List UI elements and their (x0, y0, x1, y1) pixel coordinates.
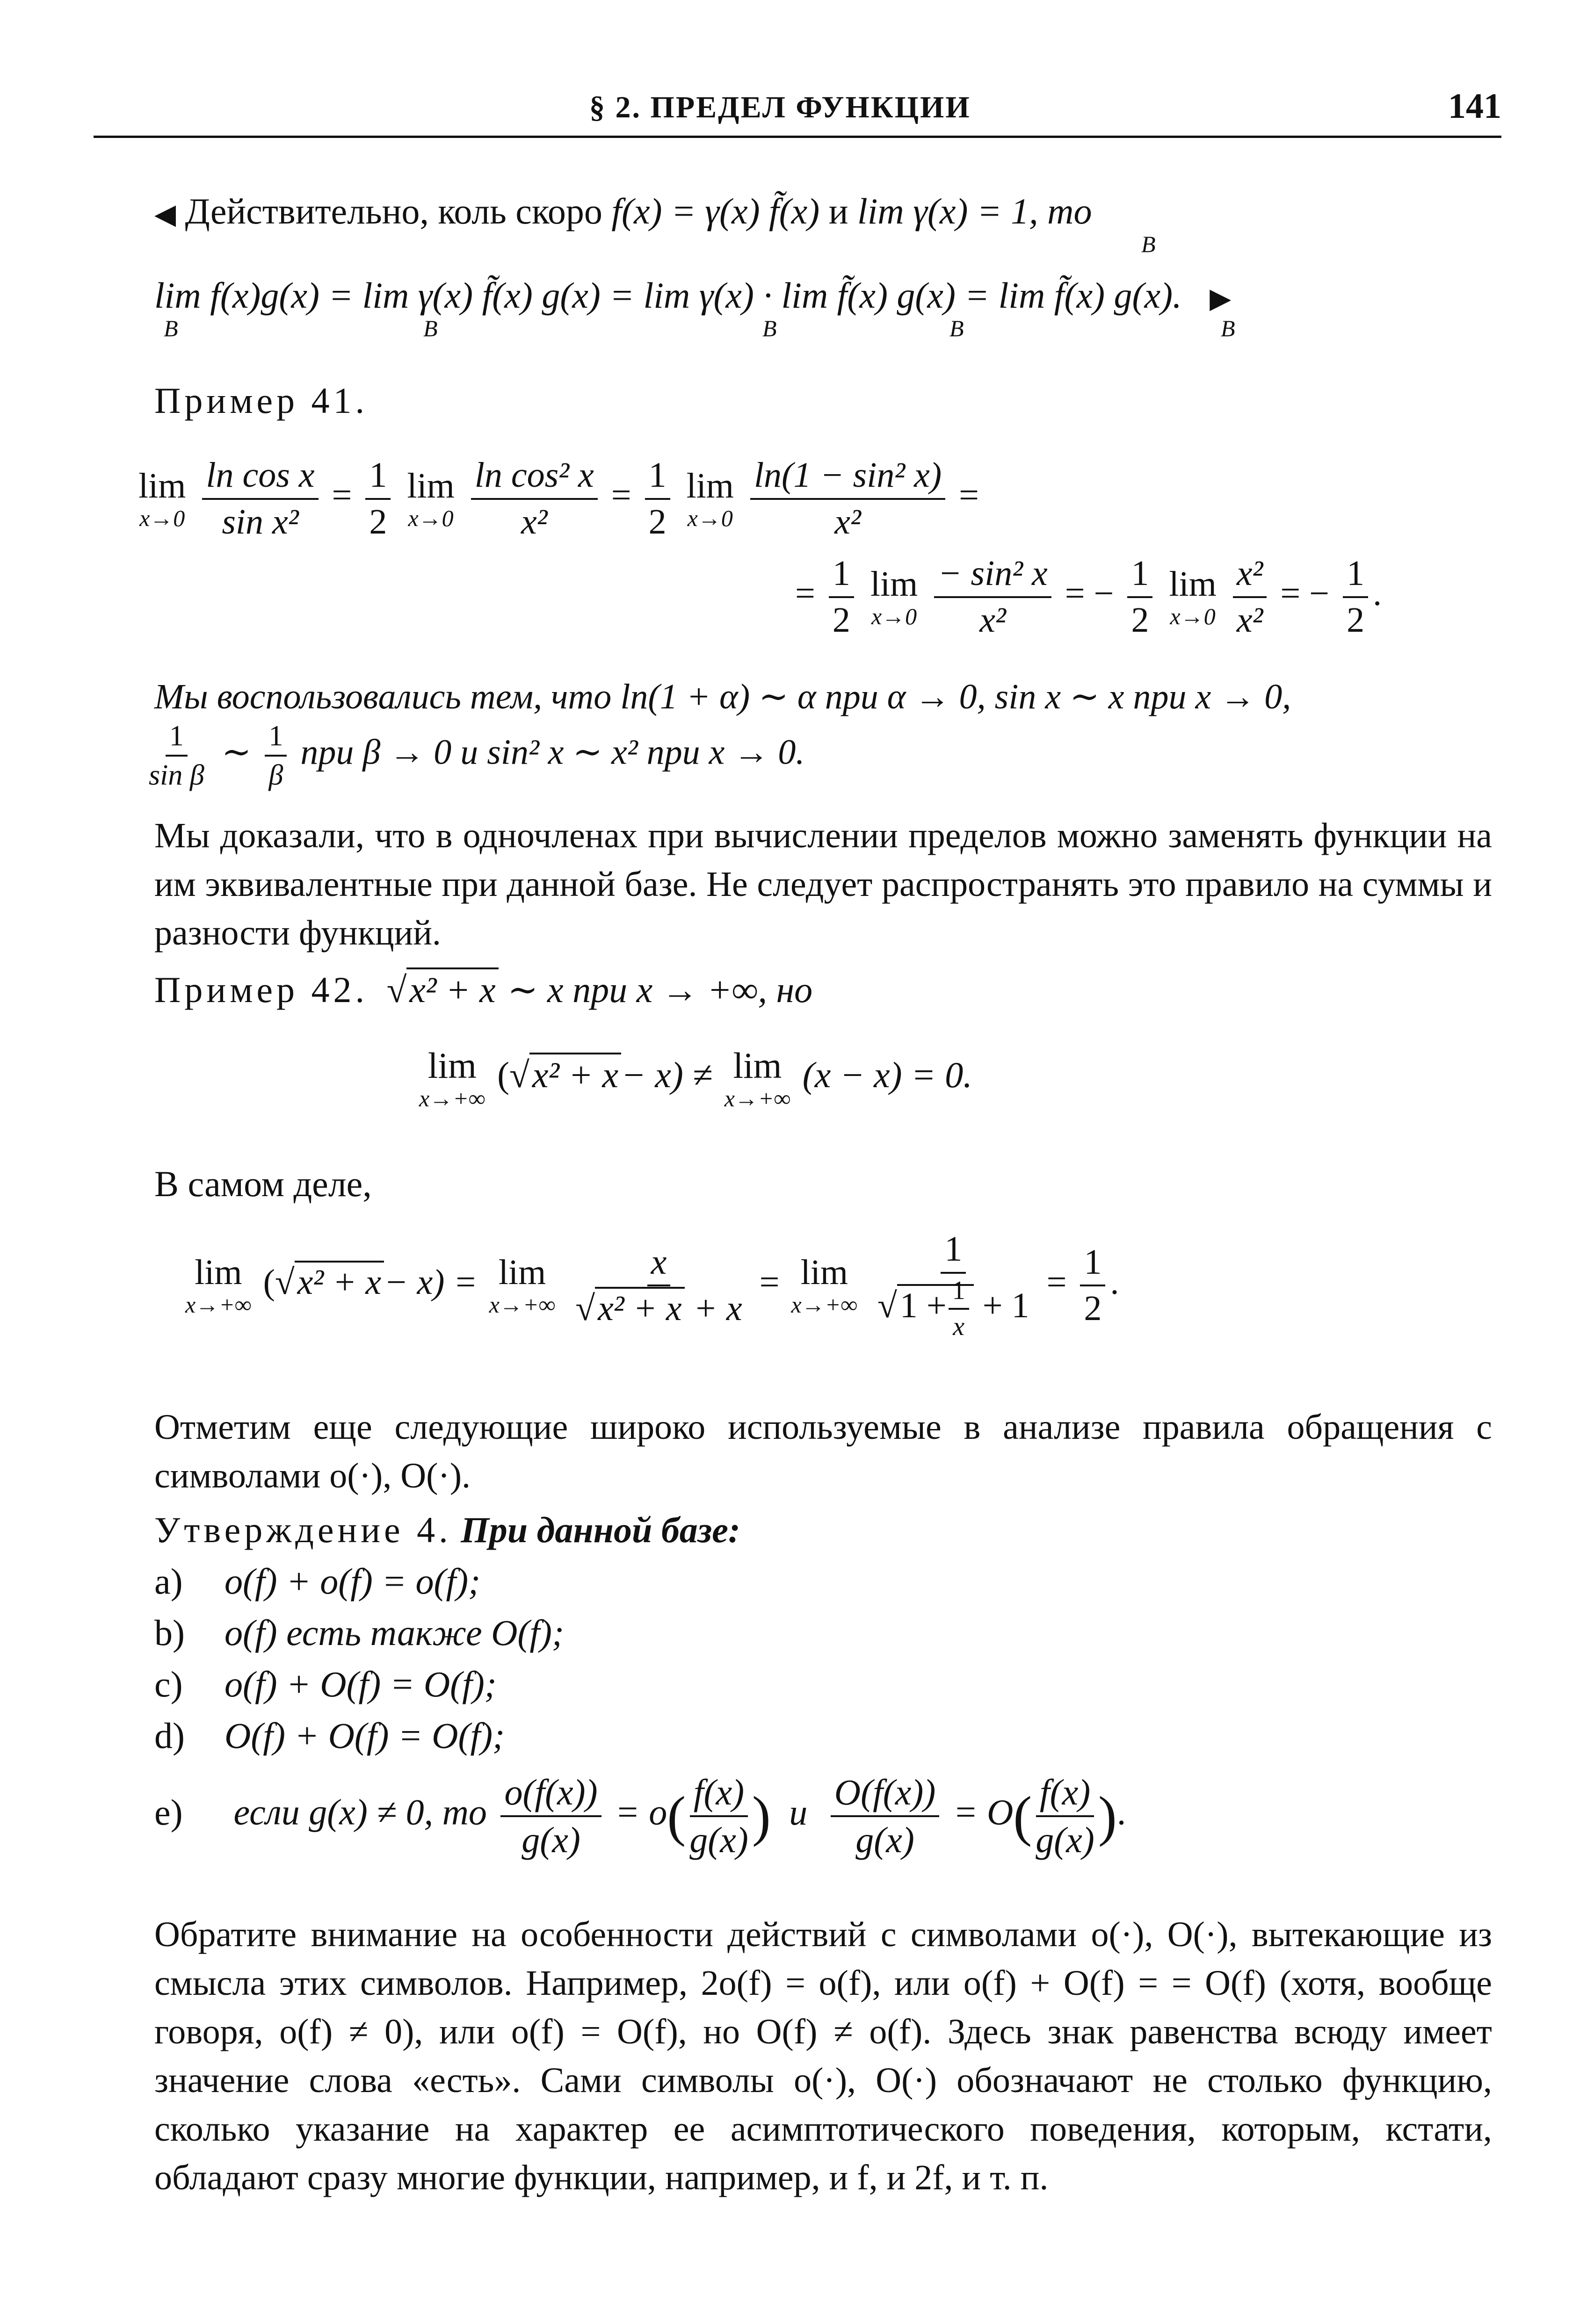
frac-1-over-sqrt: 1 √1 + $\frac{1}{x}$ + 1 (877, 1229, 1029, 1342)
example-41-label: Пример 41. (154, 380, 369, 421)
running-header (94, 84, 1501, 138)
sqrt-body-2: x² + x (529, 1053, 621, 1095)
statement-4-heading (154, 1508, 740, 1552)
proof-line-1 (154, 189, 1092, 233)
statement-4-label: Утверждение 4. (154, 1509, 452, 1550)
frac-half-3: $\frac{1}{2}$ (829, 554, 854, 640)
frac-x-over-sqrt: $\frac{x}{\text{√x² + x + x}}$ (575, 1242, 742, 1328)
frac-ln-one-minus: $\frac{\text{ln(1 − sin² x)}}{\text{x²}}$ (750, 456, 945, 541)
frac-x2-x2: $\frac{\text{x²}}{\text{x²}}$ (1233, 554, 1267, 640)
lim-5: lim x→0 (1169, 564, 1217, 629)
proof-open-marker: ◀ (154, 199, 176, 230)
example-41-line-1: lim x→0 $\frac{\text{ln cos x}}{\text{sin x²}}$ = $\frac{1}{2}$ lim x→0 $\frac{\text{ln cos² x}}{\text{x²}}$ = $\frac{1}{2}$ lim x→0 $\frac{\text{ln(1 − sin² x)}}{\text{x²}}$ = (138, 455, 979, 541)
lim-42-b: lim x→+∞ (724, 1045, 791, 1111)
sqrt-body-3: x² + x (295, 1261, 384, 1302)
statement-item-e: e) если g(x) ≠ 0, то $\frac{o(f(x))}{g(x)}$ = o( $\frac{f(x)}{g(x)}$ ) и $\frac{O(f(x))}{g(x)}$ = O( $\frac{f(x)}{g(x)}$ ). (154, 1772, 1126, 1860)
sqrt-body-1: x² + x (406, 967, 498, 1010)
base-3: B (762, 315, 777, 341)
base-5: B (1221, 315, 1235, 341)
proof-and: и (828, 191, 848, 231)
frac-half-2: $\frac{1}{2}$ (645, 456, 670, 541)
e-and: и (789, 1791, 808, 1833)
statement-4-title: При данной базе: (461, 1509, 740, 1550)
frac-result: $\frac{1}{2}$ (1343, 554, 1368, 640)
base-2: B (423, 315, 438, 341)
lim-4: lim x→0 (870, 564, 918, 629)
lim-42-e: lim x→+∞ (791, 1253, 858, 1318)
frac-1-sin-beta: $\frac{1}{\text{sin β}}$ (149, 720, 204, 792)
proof-close-marker: ▶ (1210, 283, 1232, 314)
lim-42-a: lim x→+∞ (419, 1045, 485, 1111)
lim-2: lim x→0 (407, 466, 455, 531)
inequality-right: (x − x) = 0. (802, 1054, 972, 1095)
example-42-label: Пример 42. (154, 969, 369, 1010)
sqrt-sign-1: √ (386, 969, 407, 1010)
para2: Мы доказали, что в одночленах при вычислении пределов можно заменять функции на им эквивалентные при данной базе. Не следует распространять это правило на суммы и разности функций. (154, 816, 1492, 953)
example-42-inequality: lim x→+∞ (√x² + x− x) ≠ lim x→+∞ (x − x) = 0. (419, 1045, 972, 1111)
frac-one-half: $\frac{1}{2}$ (1080, 1243, 1105, 1328)
example-42-derivation: lim x→+∞ (√x² + x− x) = lim x→+∞ $\frac{x}{\text{√x² + x + x}}$ = lim x→+∞ 1 √1 + $\frac{1}{x}$ + 1 = $\frac{1}{2}$ . (185, 1229, 1119, 1342)
para4: Обратите внимание на особенности действий с символами o(·), O(·), вытекающие из смысла этих символов. Например, 2o(f) = o(f), или o(f) + O(f) = = O(f) (хотя, вообще говоря, o(f) ≠ 0), или o(f) = O(f), но O(f) ≠ o(f). Здесь знак равенства всюду имеет значение слова «есть». Сами символы o(·), O(·) обозначают не столько функцию, сколько указание на характер ее асимптотического поведения, которым, кстати, обладают сразу многие функции, например, и f, и 2f, и т. п. (154, 1915, 1492, 2197)
frac-f-over-g-1: $\frac{f(x)}{g(x)}$ (689, 1772, 748, 1860)
frac-half-1: $\frac{1}{2}$ (365, 456, 391, 541)
statement-item-a: a) o(f) + o(f) = o(f); (154, 1561, 481, 1602)
para1-line-2: $\frac{1}{\text{sin β}}$ ∼ $\frac{1}{\beta}$ при β → 0 и sin² x ∼ x² при x → 0. (140, 720, 804, 791)
para1-line-1: Мы воспользовались тем, что ln(1 + α) ∼ α при α → 0, sin x ∼ x при x → 0, (154, 677, 1291, 716)
frac-half-4: $\frac{1}{2}$ (1127, 554, 1152, 640)
lim-3: lim x→0 (686, 466, 734, 531)
frac-O-f-over-g: $\frac{O(f(x))}{g(x)}$ (831, 1772, 940, 1860)
frac-1-beta: $\frac{1}{\beta}$ (265, 720, 287, 791)
frac-f-over-g-2: $\frac{f(x)}{g(x)}$ (1036, 1772, 1094, 1860)
page-number: 141 (1448, 87, 1501, 126)
base-4: B (949, 315, 964, 341)
statement-item-d: d) O(f) + O(f) = O(f); (154, 1715, 505, 1756)
frac-minus-sin2: $\frac{\text{− sin² x}}{\text{x²}}$ (934, 554, 1051, 640)
lim-42-d: lim x→+∞ (489, 1253, 556, 1318)
proof-chain: lim f(x)g(x) = lim γ(x) f̃(x) g(x) = lim γ(x) · lim f̃(x) g(x) = lim f̃(x) g(x). (154, 275, 1182, 316)
para1-condition: при β → 0 и sin² x ∼ x² при x → 0. (300, 732, 805, 772)
lim-42-c: lim x→+∞ (185, 1253, 252, 1318)
example-42-statement (154, 968, 812, 1012)
lim-1: lim x→0 (138, 466, 186, 531)
base-1: B (164, 315, 178, 341)
proof-line-2 (154, 274, 1231, 318)
proof-limit-gamma: lim γ(x) = 1, то (857, 191, 1092, 231)
statement-item-c: c) o(f) + O(f) = O(f); (154, 1664, 497, 1704)
frac-ln-cos2: $\frac{\text{ln cos² x}}{\text{x²}}$ (471, 456, 598, 541)
example-41-line-2: = $\frac{1}{2}$ lim x→0 $\frac{\text{− sin² x}}{\text{x²}}$ = − $\frac{1}{2}$ lim x→0 $\frac{\text{x²}}{\text{x²}}$ = − $\frac{1}{2}$ . (795, 554, 1382, 640)
proof-equation: f(x) = γ(x) f̃(x) (611, 191, 820, 231)
proof-line1-base: B (1141, 231, 1156, 257)
e-condition: если g(x) ≠ 0, то (233, 1791, 487, 1833)
frac-ln-cos: $\frac{\text{ln cos x}}{\text{sin x²}}$ (202, 456, 318, 541)
example-42-rest: ∼ x при x → +∞, но (507, 969, 813, 1010)
statement-item-b: b) o(f) есть также O(f); (154, 1612, 564, 1653)
frac-o-f-over-g: $\frac{o(f(x))}{g(x)}$ (500, 1772, 601, 1860)
proof-text: Действительно, коль скоро (185, 191, 602, 231)
para3: Отметим еще следующие широко используемые в анализе правила обращения с символами o(·), O(·). (154, 1407, 1492, 1495)
section-title: § 2. ПРЕДЕЛ ФУНКЦИИ (589, 90, 971, 124)
indeed-text: В самом деле, (154, 1163, 372, 1204)
